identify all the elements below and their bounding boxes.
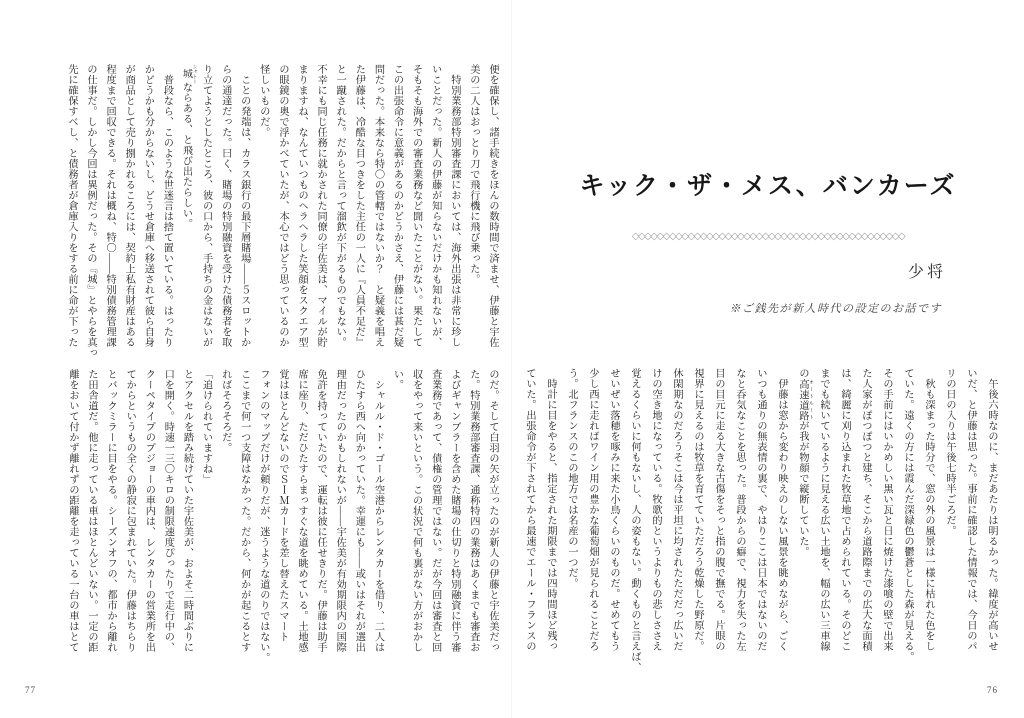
text-column: シャルル・ド・ゴール空港からレンタカーを借り、二人は (372, 369, 384, 653)
text-column: 休閑期なのだろうそこは今は平坦に均されたただだっ広いだ (671, 368, 682, 652)
text-column: 口を開く。時速一三〇キロの制限速度ぴったりで走行中の、 (162, 369, 174, 653)
text-column: 「追けられていますね」 (200, 369, 212, 485)
text-column: いだ、と伊藤は思った。事前に確認した情報では、今日のパ (965, 368, 976, 652)
text-column: た伊藤は、冷酷な目つきをした主任の一人に『人員不足だ』 (353, 64, 365, 348)
text-column: のだ。そして白羽の矢が立ったのが新人の伊藤と宇佐美だっ (487, 369, 498, 653)
text-column: の眼鏡の奥で浮かべていたが、本心ではどう思っているのか (276, 64, 288, 348)
text-column: なと呑気なことを思った。普段からの癖で、視力を失った左 (734, 368, 745, 652)
handwritten-note: ※ご銭先が新人時代の設定のお話です (729, 303, 942, 315)
text-column: の高速道路 オートルートが我が物顔で縦断していた。 (797, 368, 813, 557)
text-column: 先に確保すべし、と債務者が倉庫入りをする前に命が下った (65, 64, 77, 348)
text-column: た田舎道だ。他に走っている車はほとんどいない。一定の距 (86, 369, 98, 653)
text-column: いつも通りの無表情の裏で、やはりここは日本ではないのだ (755, 368, 766, 652)
text-column: 午後六時なのに、まだあたりは明るかった。緯度が高いせ (986, 368, 997, 652)
text-column: 不幸にも同じ任務に就かされた同僚の宇佐美は、マイルが貯 (315, 64, 327, 348)
text-column: 怪しいものだ。 (257, 64, 269, 138)
page-number-left: 77 (25, 685, 36, 695)
text-column: その手前にはいかめしい黒い瓦と日に焼けた漆喰の壁で出来 (881, 368, 892, 652)
text-column: 免許を持っていたので、運転は彼に任せきりだ。伊藤は助手 (315, 369, 327, 653)
text-column: クーペタイプのプジョーの車内は、レンタカーの営業所を出 (143, 369, 155, 653)
text-column: この出張命令に意義があるのかどうかさえ、伊藤には甚だ疑 (391, 64, 403, 348)
text-column: が商品として売り捌かれるころには、契約上私有財産はある (123, 64, 135, 348)
text-column: 問だった。本来なら特〇の管轄ではないか？ と疑義を唱え (372, 64, 384, 348)
story-title: キック・ザ・メス、バンカーズ (579, 173, 957, 200)
text-column: とバックミラーに目をやる。シーズンオフの、都市から離れ (105, 369, 117, 653)
text-band-page-76 (518, 368, 1002, 673)
text-column: ことの発端は、カラス銀行の最下層賭場——５スロットか (238, 64, 250, 348)
text-column: けの空き地になっている。牧歌的というよりもの悲しささえ (650, 368, 661, 652)
page-number-right: 76 (987, 685, 998, 695)
text-column: た人家がぽつぽつと建ち、そこから道路際までの広大な面積 (860, 368, 871, 652)
text-column: いことだった。新人の伊藤が知らないだけかも知れないが、 (429, 64, 441, 348)
text-column: 収をやって来いという。この状況で何も裏がない方がおかし (410, 369, 422, 653)
text-column: 城 シャトーならある、と飛び出たらしい。 (180, 64, 197, 229)
text-column: ていた。遠くの方には霞んだ深緑色の鬱蒼とした森が見える。 (902, 368, 913, 662)
author-name: 少将 (907, 264, 946, 281)
page-gutter-divider (511, 0, 512, 718)
text-column: よびギャンブラーを含めた賭場の仕切りと特別融資に伴う審 (448, 369, 460, 653)
text-column: 査業務であって、債権の管理ではない。だが今回は審査と回 (429, 369, 441, 653)
text-column: 目の目元に走る大きな古傷をそっと指の腹で撫でる。片眼の (713, 368, 724, 652)
text-column: 程度まで回収できる。それは概ね、特〇——特別債務管理課 (104, 64, 116, 348)
text-column: は、綺麗に刈り込まれた牧草地で占められている。そのどこ (839, 368, 850, 652)
text-column: ここまで何一つ支障はなかった。だから、何かが起こるとす (238, 369, 250, 653)
text-column: ればそろそろだ。 (219, 369, 231, 453)
text-column: た。特別業務部審査課、通称特四の業務はあくまでも審査お (467, 369, 479, 653)
text-column: の仕事だ。しかし今回は異例だった。その『城』とやらを真っ (85, 64, 97, 358)
text-column: そもそも海外での審査業務など聞いたことがない。果たして (410, 64, 422, 348)
diamond-ornament-divider: ◇◇◇◇◇◇◇◇◇◇◇◇◇◇◇◇◇◇◇◇◇◇◇◇◇◇◇◇◇◇◇◇◇◇◇◇◇◇◇◇◇◇◇◇ (631, 231, 905, 242)
text-column: ていた。出張命令が下されてから最速でエール・フランスの (524, 368, 535, 652)
text-column: 伊藤は窓から変わり映えのしない風景を眺めながら、ごく (776, 368, 787, 652)
text-column: とアクセルを踏み続けていた宇佐美が、およそ二時間ぶりに (181, 369, 193, 653)
text-column: らの通達だった。曰く、賭場の特別融資を受けた債務者を取 (219, 64, 231, 348)
text-column: 理由だったのかもしれないが——宇佐美が有効期限内の国際 (334, 369, 346, 653)
text-column: 離をおいて付かず離れずの距離を走っている一台の車はとて (66, 369, 78, 653)
text-column: 秋も深まった時分で、窓の外の風景は一様に枯れた色をし (923, 368, 934, 652)
text-column: 美の二人はおっとり刀で飛行機に飛び乗った。 (467, 64, 479, 285)
text-column: せいぜい落穂を啄みに来た小鳥くらいのものだ。せめてもう (608, 368, 619, 652)
text-column: 普段なら、このような世迷言は捨て置いている。はったり (161, 64, 173, 348)
text-column: と一蹴された。だからと言って溜飲が下がるものでもない。 (334, 64, 346, 348)
text-column: い。 (391, 369, 403, 390)
text-column: 便を確保し、諸手続きをほんの数時間で済ませ、伊藤と宇佐 (487, 64, 498, 348)
text-column: リの日の入りは午後七時半ごろだ。 (944, 368, 955, 536)
text-column: 視界に見えるのは牧草を育てていただろう乾燥した野原だ。 (692, 368, 703, 652)
text-band-page-77-upper (62, 64, 502, 360)
text-column: り立てようとしたところ、彼の口から、手持ちの金はないが (200, 64, 212, 348)
text-column: う。北フランスのこの地方では名産の一つだ。 (566, 368, 577, 589)
text-column: まりますね、なんていつものヘラヘラした笑顔をスクエア型 (296, 64, 308, 348)
text-column: 席に座り、ただひたすらまっすぐな道を眺めている。土地感 (296, 369, 308, 653)
text-column: 覚はほとんどないのでＳＩＭカードを差し替えたスマート (276, 369, 288, 642)
text-column: までも続いているように見える広い土地を、幅の広い三車線 (818, 368, 829, 652)
text-column: かどうかも分からないし、どうせ倉庫へ移送されて彼ら自身 (142, 64, 154, 348)
text-column: 覚えるくらいに何もないし、人の姿もない。動くものと言えば、 (629, 368, 640, 673)
text-column: 少し西に走ればワイン用の豊かな葡萄畑が見られることだろ (587, 368, 598, 652)
text-column: てからというもの全くの静寂に包まれていた。伊藤はちらり (124, 369, 136, 653)
text-column: 特別業務部特別審査課においては、海外出張は非常に珍し (448, 64, 460, 348)
text-column: ひたすら西へ向かっていた。幸運にも——或いはそれが選出 (353, 369, 365, 653)
text-band-page-77-lower (62, 369, 502, 665)
text-column: フォンのマップだけが頼りだが、迷うような道のりではない。 (257, 369, 269, 663)
text-column: 時計に目をやると、指定された期限までは四時間ほど残っ (545, 368, 556, 652)
